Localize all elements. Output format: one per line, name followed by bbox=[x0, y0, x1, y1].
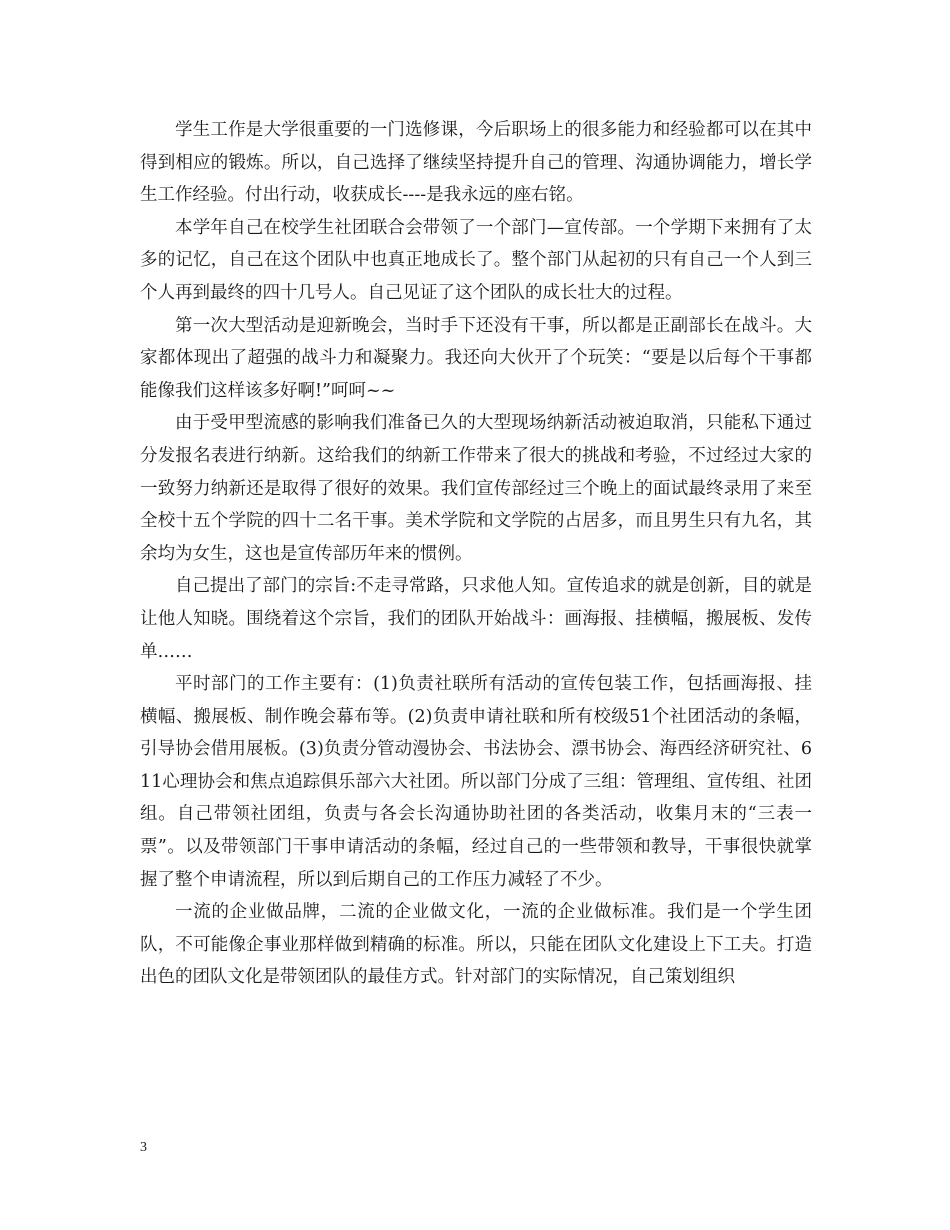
paragraph-6: 平时部门的工作主要有：(1)负责社联所有活动的宣传包装工作，包括画海报、挂横幅、搬展板、制作晚会幕布等。(2)负责申请社联和所有校级51个社团活动的条幅，引导协会借用展板。(3)负责分管动漫协会、书法协会、漂书协会、海西经济研究社、611心理协会和焦点追踪俱乐部六大社团。所以部门分成了三组：管理组、宣传组、社团组。自己带领社团组，负责与各会长沟通协助社团的各类活动，收集月末的“三表一票”。以及带领部门干事申请活动的条幅，经过自己的一些带领和教导，干事很快就掌握了整个申请流程，所以到后期自己的工作压力减轻了不少。 bbox=[140, 674, 812, 890]
paragraph-3: 第一次大型活动是迎新晚会，当时手下还没有干事，所以都是正副部长在战斗。大家都体现出了超强的战斗力和凝聚力。我还向大伙开了个玩笑：“要是以后每个干事都能像我们这样该多好啊!”呵呵~~ bbox=[140, 315, 812, 401]
paragraph-1: 学生工作是大学很重要的一门选修课，今后职场上的很多能力和经验都可以在其中得到相应的锻炼。所以，自己选择了继续坚持提升自己的管理、沟通协调能力，增长学生工作经验。付出行动，收获成长----是我永远的座右铭。 bbox=[140, 120, 812, 206]
paragraph-4: 由于受甲型流感的影响我们准备已久的大型现场纳新活动被迫取消，只能私下通过分发报名表进行纳新。这给我们的纳新工作带来了很大的挑战和考验，不过经过大家的一致努力纳新还是取得了很好的效果。我们宣传部经过三个晚上的面试最终录用了来至全校十五个学院的四十二名干事。美术学院和文学院的占居多，而且男生只有九名，其余均为女生，这也是宣传部历年来的惯例。 bbox=[140, 413, 812, 564]
paragraph-5: 自己提出了部门的宗旨:不走寻常路，只求他人知。宣传追求的就是创新，目的就是让他人知晓。围绕着这个宗旨，我们的团队开始战斗：画海报、挂横幅，搬展板、发传单…… bbox=[140, 576, 812, 662]
paragraph-2: 本学年自己在校学生社团联合会带领了一个部门—宣传部。一个学期下来拥有了太多的记忆，自己在这个团队中也真正地成长了。整个部门从起初的只有自己一个人到三个人再到最终的四十几号人。自己见证了这个团队的成长壮大的过程。 bbox=[140, 217, 812, 303]
page-number: 3 bbox=[140, 1140, 147, 1155]
document-body bbox=[140, 114, 812, 994]
paragraph-7: 一流的企业做品牌，二流的企业做文化，一流的企业做标准。我们是一个学生团队，不可能像企事业那样做到精确的标准。所以，只能在团队文化建设上下工夫。打造出色的团队文化是带领团队的最佳方式。针对部门的实际情况，自己策划组织 bbox=[140, 902, 812, 988]
